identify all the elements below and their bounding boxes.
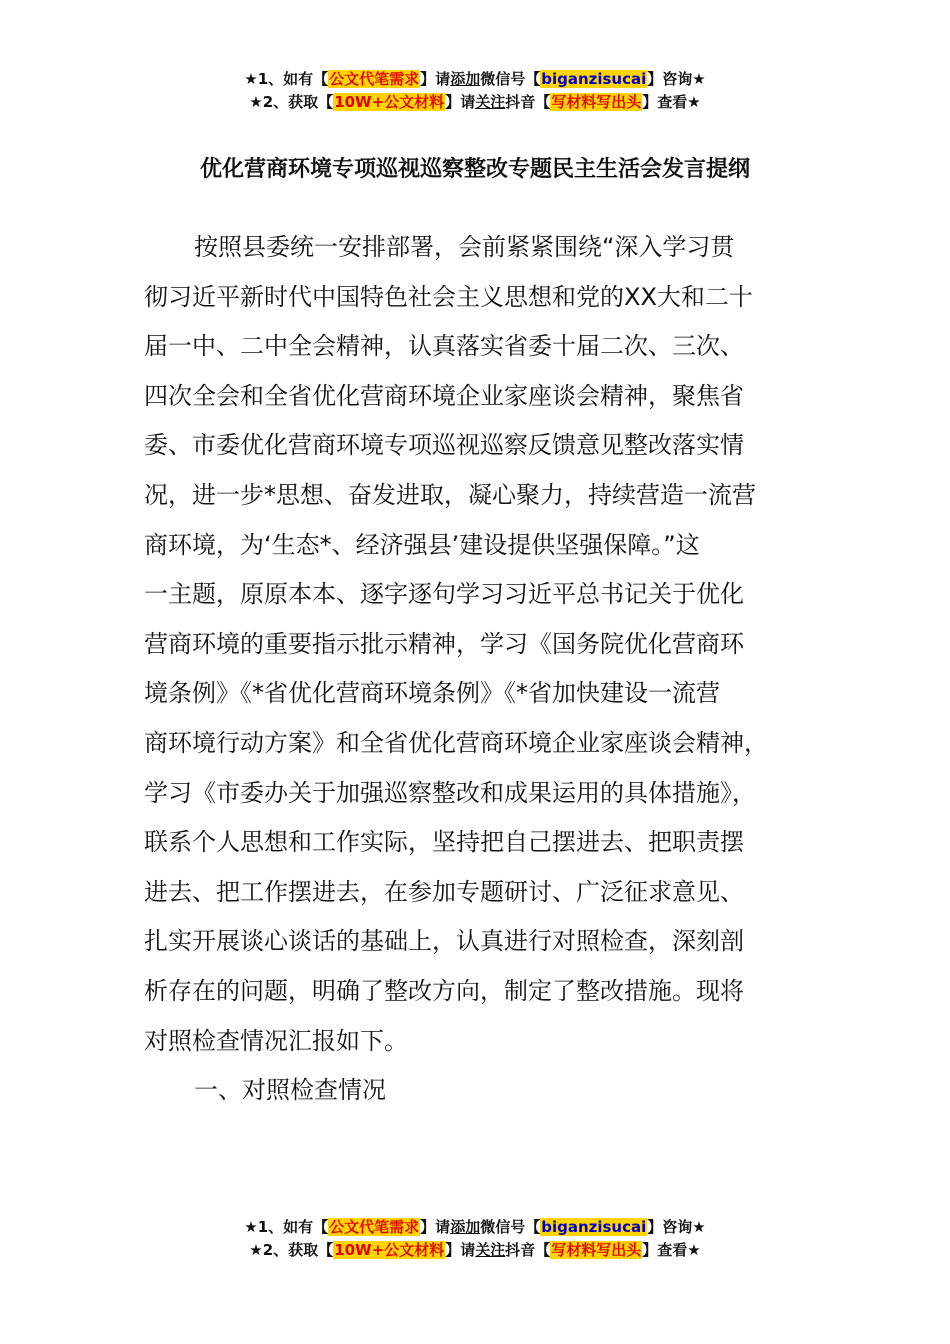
promo-text: 抖音【 [505, 93, 551, 111]
highlight-douyin-account: 写材料写出头 [551, 1241, 642, 1259]
promo-underlined-text: 添加 [450, 1218, 481, 1236]
document-title: 优化营商环境专项巡视巡察整改专题民主生活会发言提纲 [199, 157, 750, 182]
promo-line-2 [0, 1239, 950, 1262]
paragraph-line: 进去、把工作摆进去，在参加专题研讨、广泛征求意见、 [144, 877, 744, 906]
promo-text: ★2、获取【 [249, 1241, 334, 1259]
paragraph-line: 商环境行动方案》和全省优化营商环境企业家座谈会精神， [144, 728, 768, 757]
promo-text: 】查看★ [642, 93, 701, 111]
promo-text: 微信号【 [480, 70, 541, 88]
paragraph-line: 一主题，原原本本、逐字逐句学习习近平总书记关于优化 [144, 580, 744, 609]
highlight-douyin-account: 写材料写出头 [551, 93, 642, 111]
paragraph-line: 按照县委统一安排部署，会前紧紧围绕“深入学习贯 [194, 233, 735, 261]
promo-text: ★1、如有【 [244, 1218, 329, 1236]
promo-line-1 [0, 1216, 950, 1239]
promo-underlined-text: 添加 [450, 70, 481, 88]
paragraph-line: 商环境，为‘生态*、经济强县’建设提供坚强保障。”这 [144, 530, 700, 559]
paragraph-line: 境条例》《*省优化营商环境条例》《*省加快建设一流营 [144, 679, 720, 708]
promo-text: 】请 [420, 1218, 451, 1236]
promo-text: 】请 [445, 1241, 476, 1259]
promo-text: 】请 [420, 70, 451, 88]
highlight-materials: 10W+公文材料 [334, 1241, 445, 1259]
paragraph-line: 联系个人思想和工作实际，坚持把自己摆进去、把职责摆 [144, 828, 744, 857]
top-promo-banner [0, 68, 950, 114]
paragraph-line: 四次全会和全省优化营商环境企业家座谈会精神，聚焦省 [144, 381, 744, 410]
promo-text: 】请 [445, 93, 476, 111]
document-body [144, 223, 816, 1116]
promo-line-2 [0, 91, 950, 114]
promo-text: ★2、获取【 [249, 93, 334, 111]
highlight-wechat-id: biganzisucai [541, 1218, 647, 1236]
promo-text: 微信号【 [480, 1218, 541, 1236]
paragraph-line: 届一中、二中全会精神，认真落实省委十届二次、三次、 [144, 332, 744, 361]
highlight-service: 公文代笔需求 [329, 70, 420, 88]
paragraph-line: 学习《市委办关于加强巡察整改和成果运用的具体措施》， [144, 778, 756, 807]
promo-underlined-text: 关注 [475, 1241, 506, 1259]
paragraph-line: 析存在的问题，明确了整改方向，制定了整改措施。现将 [144, 976, 744, 1005]
paragraph-line: 扎实开展谈心谈话的基础上，认真进行对照检查，深刻剖 [144, 927, 744, 956]
highlight-materials: 10W+公文材料 [334, 93, 445, 111]
paragraph-line: 况，进一步*思想、奋发进取，凝心聚力，持续营造一流营 [144, 480, 756, 509]
bottom-promo-banner [0, 1216, 950, 1262]
promo-text: 】咨询★ [647, 70, 706, 88]
promo-text: 】查看★ [642, 1241, 701, 1259]
paragraph-line: 委、市委优化营商环境专项巡视巡察反馈意见整改落实情 [144, 431, 744, 460]
promo-line-1 [0, 68, 950, 91]
paragraph-line: 营商环境的重要指示批示精神，学习《国务院优化营商环 [144, 629, 744, 658]
promo-text: 】咨询★ [647, 1218, 706, 1236]
section-heading: 一、对照检查情况 [194, 1076, 386, 1105]
highlight-service: 公文代笔需求 [329, 1218, 420, 1236]
paragraph-line: 彻习近平新时代中国特色社会主义思想和党的XX大和二十 [144, 282, 753, 311]
promo-underlined-text: 关注 [475, 93, 506, 111]
highlight-wechat-id: biganzisucai [541, 70, 647, 88]
paragraph-line: 对照检查情况汇报如下。 [144, 1026, 408, 1055]
promo-text: ★1、如有【 [244, 70, 329, 88]
promo-text: 抖音【 [505, 1241, 551, 1259]
